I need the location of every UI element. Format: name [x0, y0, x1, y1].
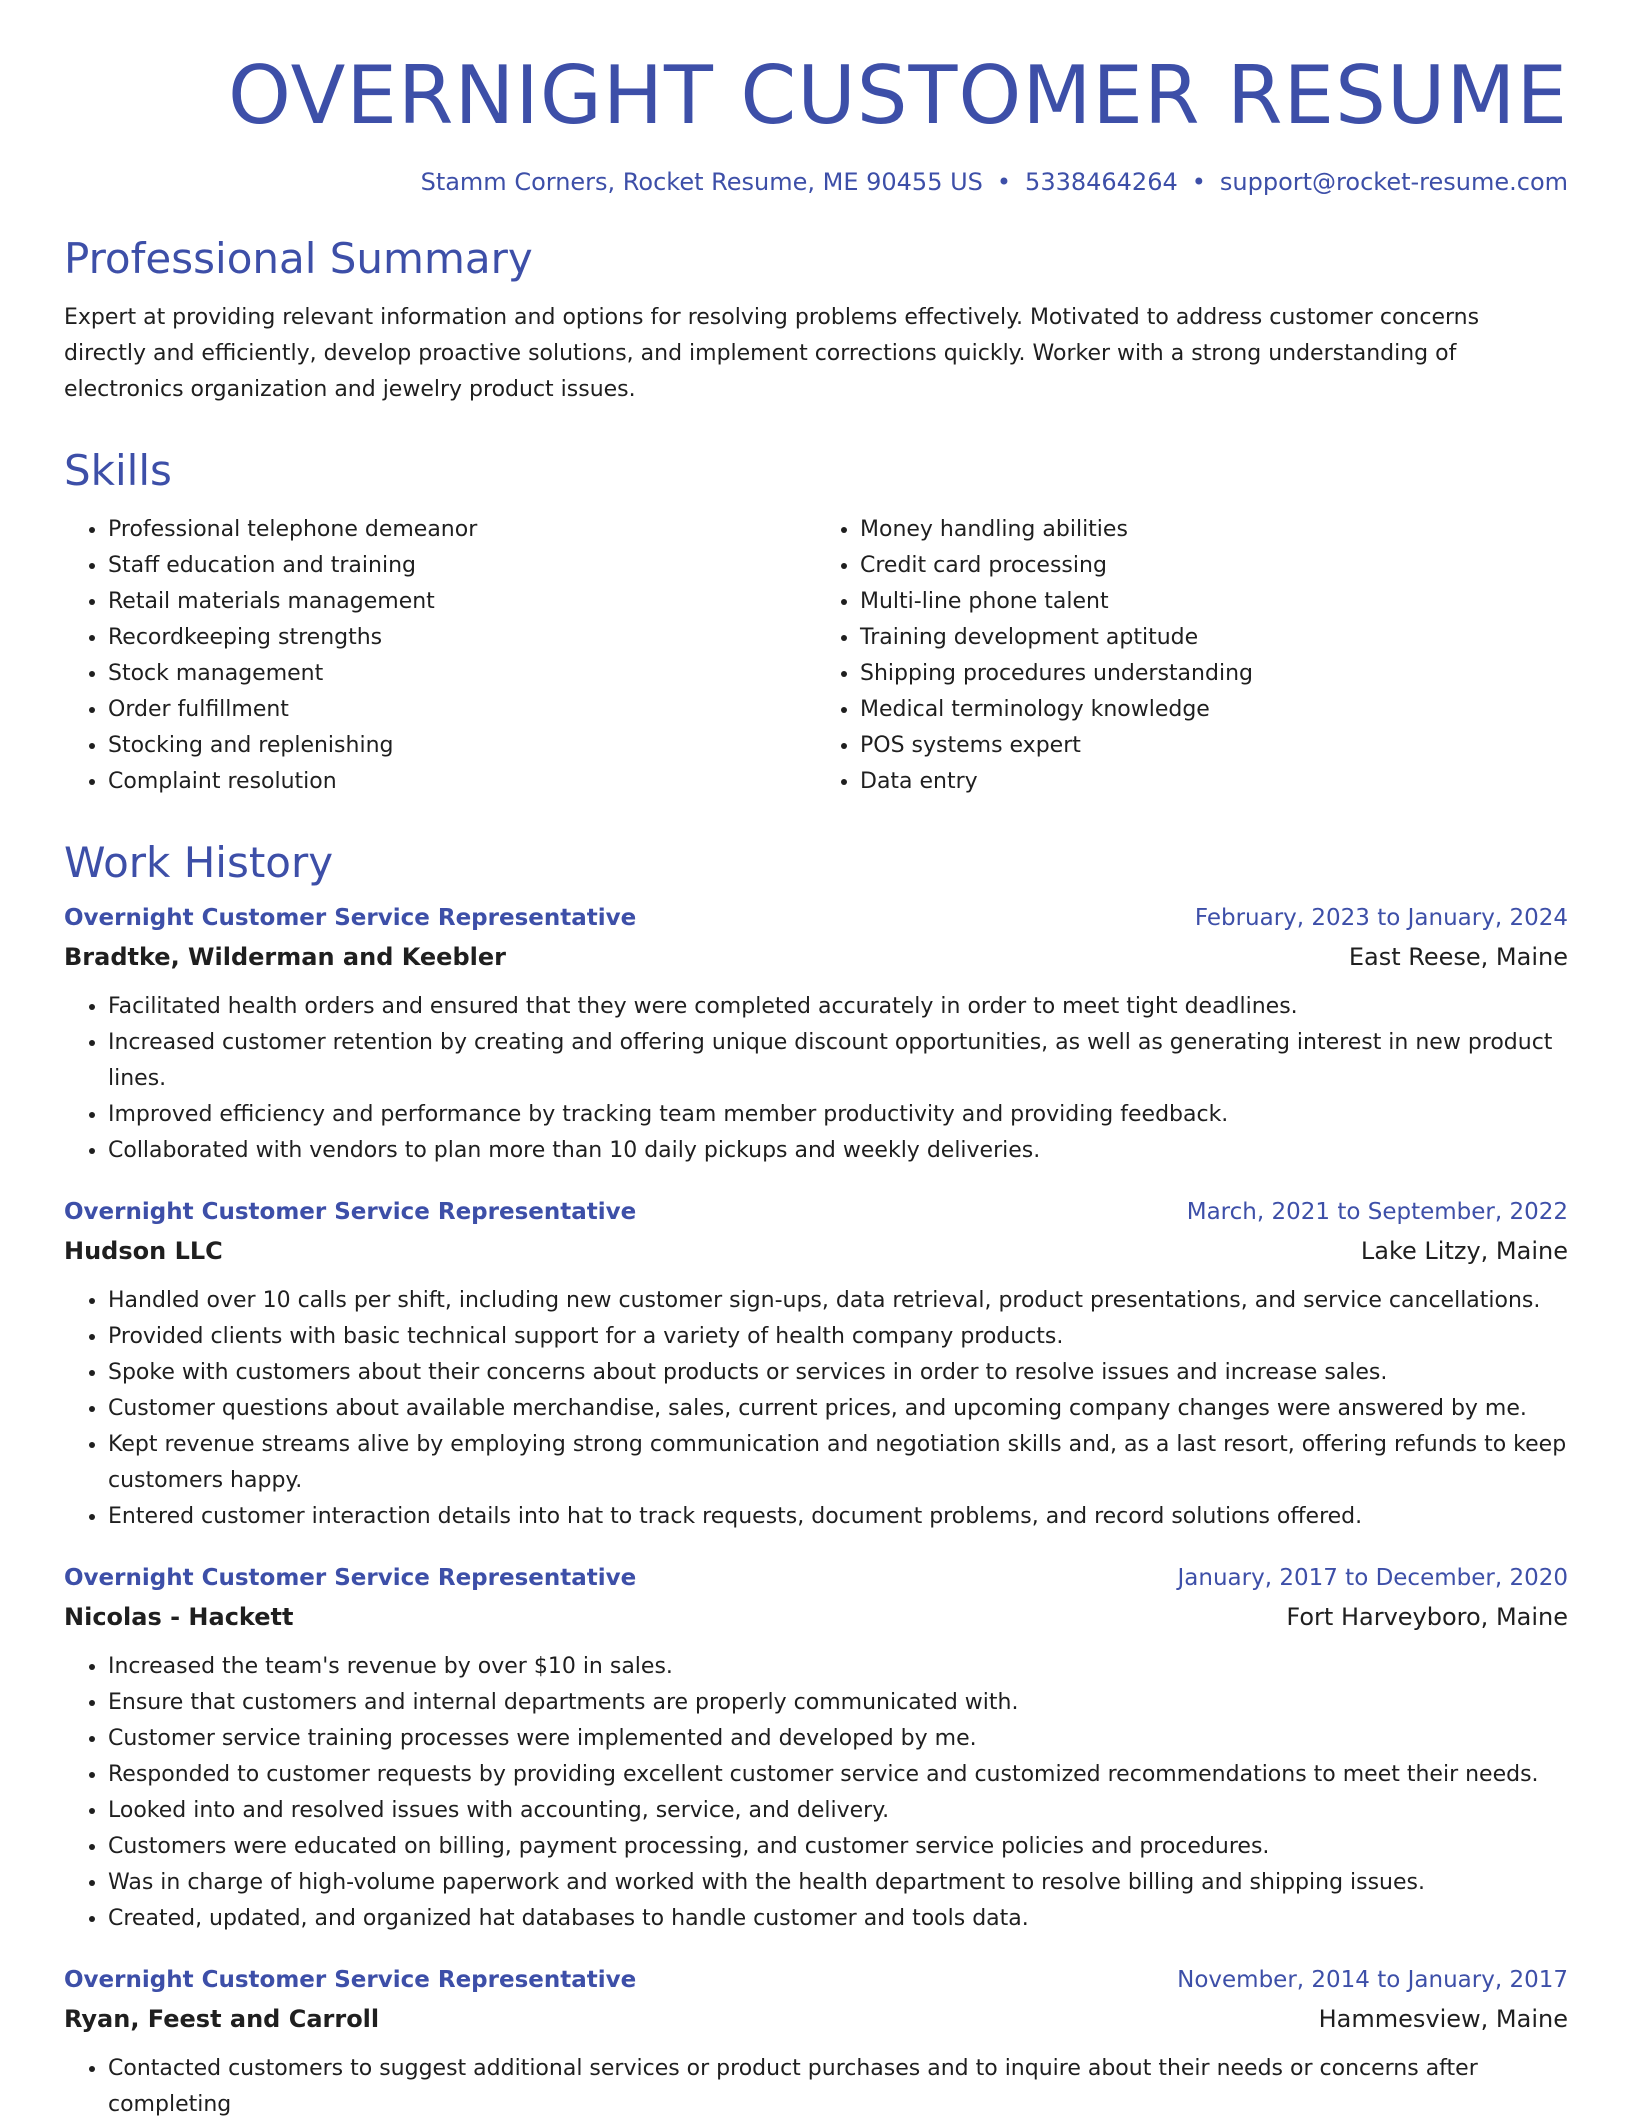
job-bullets [64, 1649, 1568, 1937]
job-entry [64, 1199, 1568, 1535]
skill-item: • Multi-line phone talent [860, 584, 1568, 620]
skills-column-left [64, 512, 816, 800]
skill-item: • Stocking and replenishing [108, 728, 816, 764]
job-bullet: • Created, updated, and organized hat databases to handle customer and tools data. [108, 1901, 1568, 1937]
job-bullet: • Collaborated with vendors to plan more than 10 daily pickups and weekly deliveries. [108, 1133, 1568, 1169]
job-bullet: • Kept revenue streams alive by employing strong communication and negotiation skills and, as a last resort, offering refunds to keep customers happy. [108, 1427, 1568, 1499]
job-bullet: • Contacted customers to suggest additional services or product purchases and to inquire about their needs or concerns after completing [108, 2051, 1568, 2123]
job-location: Fort Harveyboro, Maine [1286, 1602, 1568, 1631]
skill-item: • Medical terminology knowledge [860, 692, 1568, 728]
job-location: East Reese, Maine [1348, 942, 1568, 971]
job-header [64, 1967, 1568, 1993]
job-header [64, 1199, 1568, 1225]
job-entry [64, 1967, 1568, 2123]
job-bullet: • Responded to customer requests by providing excellent customer service and customized recommendations to meet their needs. [108, 1757, 1568, 1793]
job-subheader [64, 943, 1568, 971]
separator-dot: • [996, 168, 1012, 196]
skill-item: • Shipping procedures understanding [860, 656, 1568, 692]
job-bullet: • Spoke with customers about their concerns about products or services in order to resolve issues and increase sales. [108, 1355, 1568, 1391]
skill-item: • Credit card processing [860, 548, 1568, 584]
skills-list [64, 512, 1568, 800]
skill-item: • Professional telephone demeanor [108, 512, 816, 548]
job-subheader [64, 1603, 1568, 1631]
job-header [64, 1565, 1568, 1591]
job-header [64, 905, 1568, 931]
skill-item: • Complaint resolution [108, 764, 816, 800]
contact-line [64, 168, 1568, 196]
job-dates: March, 2021 to September, 2022 [1186, 1198, 1568, 1225]
job-bullet: • Entered customer interaction details into hat to track requests, document problems, and record solutions offered. [108, 1499, 1568, 1535]
contact-address: Stamm Corners, Rocket Resume, ME 90455 US [420, 168, 983, 196]
skill-item: • Staff education and training [108, 548, 816, 584]
job-bullet: • Provided clients with basic technical support for a variety of health company products. [108, 1319, 1568, 1355]
job-subheader [64, 1237, 1568, 1265]
job-role: Overnight Customer Service Representative [64, 1564, 637, 1591]
job-role: Overnight Customer Service Representative [64, 1966, 637, 1993]
skill-item: • Order fulfillment [108, 692, 816, 728]
job-dates: February, 2023 to January, 2024 [1194, 904, 1568, 931]
summary-heading: Professional Summary [64, 234, 533, 283]
skill-item: • Training development aptitude [860, 620, 1568, 656]
job-bullet: • Was in charge of high-volume paperwork and worked with the health department to resolve billing and shipping issues. [108, 1865, 1568, 1901]
job-bullet: • Looked into and resolved issues with accounting, service, and delivery. [108, 1793, 1568, 1829]
job-entry [64, 905, 1568, 1169]
skill-item: • Money handling abilities [860, 512, 1568, 548]
resume-title: OVERNIGHT CUSTOMER RESUME [228, 49, 1568, 142]
summary-text: Expert at providing relevant information and options for resolving problems effectively. Motivated to address customer concerns directly and efficiently, develop proactive solutions, and implement corrections quickly. Worker with a strong understanding of electronics organization and jewelry product issues. [64, 305, 1480, 403]
job-bullet: • Improved efficiency and performance by tracking team member productivity and providing feedback. [108, 1097, 1568, 1133]
contact-email[interactable]: support@rocket-resume.com [1219, 168, 1568, 196]
job-role: Overnight Customer Service Representative [64, 904, 637, 931]
job-bullet: • Ensure that customers and internal departments are properly communicated with. [108, 1685, 1568, 1721]
skill-item: • Retail materials management [108, 584, 816, 620]
skill-item: • Stock management [108, 656, 816, 692]
job-company: Bradtke, Wilderman and Keebler [64, 942, 506, 971]
separator-dot: • [1191, 168, 1206, 196]
job-dates: November, 2014 to January, 2017 [1177, 1966, 1568, 1993]
skill-item: • Data entry [860, 764, 1568, 800]
job-bullet: • Customers were educated on billing, payment processing, and customer service policies and procedures. [108, 1829, 1568, 1865]
job-role: Overnight Customer Service Representative [64, 1198, 637, 1225]
job-company: Nicolas - Hackett [64, 1602, 294, 1631]
job-location: Hammesview, Maine [1318, 2004, 1568, 2033]
job-bullet: • Handled over 10 calls per shift, including new customer sign-ups, data retrieval, product presentations, and service cancellations. [108, 1283, 1568, 1319]
skill-item: • POS systems expert [860, 728, 1568, 764]
skill-item: • Recordkeeping strengths [108, 620, 816, 656]
work-history-heading: Work History [64, 838, 334, 888]
skills-column-right [816, 512, 1568, 800]
job-bullet: • Facilitated health orders and ensured that they were completed accurately in order to meet tight deadlines. [108, 989, 1568, 1025]
job-bullets [64, 1283, 1568, 1535]
job-dates: January, 2017 to December, 2020 [1177, 1564, 1568, 1591]
job-location: Lake Litzy, Maine [1360, 1236, 1568, 1265]
job-bullet: • Increased customer retention by creating and offering unique discount opportunities, as well as generating interest in new product lines. [108, 1025, 1568, 1097]
job-bullet: • Increased the team's revenue by over $10 in sales. [108, 1649, 1568, 1685]
job-bullets [64, 989, 1568, 1169]
contact-phone: 5338464264 [1025, 168, 1178, 196]
job-bullet: • Customer questions about available merchandise, sales, current prices, and upcoming company changes were answered by me. [108, 1391, 1568, 1427]
job-entry [64, 1565, 1568, 1937]
job-company: Hudson LLC [64, 1236, 223, 1265]
job-bullet: • Customer service training processes were implemented and developed by me. [108, 1721, 1568, 1757]
skills-heading: Skills [64, 446, 172, 496]
job-company: Ryan, Feest and Carroll [64, 2004, 380, 2033]
job-subheader [64, 2005, 1568, 2033]
